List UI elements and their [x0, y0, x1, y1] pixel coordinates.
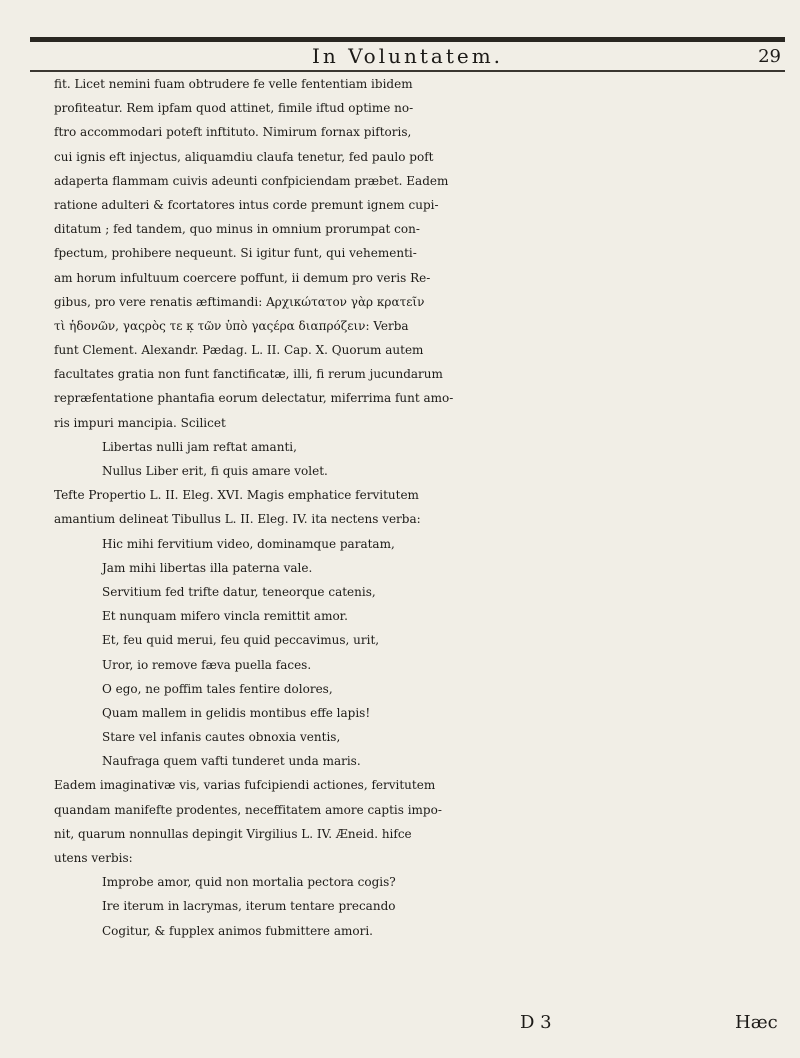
text-line: fpectum, prohibere nequeunt. Si igitur funt, qui vehementi- [54, 246, 417, 261]
text-line: profiteatur. Rem ipfam quod attinet, fimile iftud optime no- [54, 101, 414, 116]
verse-line: Ire iterum in lacrymas, iterum tentare precando [102, 899, 396, 914]
text-line: am horum infultuum coercere poffunt, ii demum pro veris Re- [54, 270, 431, 285]
text-line: funt Clement. Alexandr. Pædag. L. II. Cap. X. Quorum autem [54, 343, 424, 358]
text-line: fit. Licet nemini fuam obtrudere fe velle fententiam ibidem [54, 77, 413, 91]
text-line: utens verbis: [54, 851, 133, 865]
text-line: nit, quarum nonnullas depingit Virgilius L. IV. Æneid. hifce [54, 826, 412, 841]
signature-mark: D 3 [520, 1012, 552, 1033]
verse-line: O ego, ne poffim tales fentire dolores, [102, 681, 333, 696]
text-line: Eadem imaginativæ vis, varias fufcipiendi actiones, fervitutem [54, 778, 436, 793]
verse-line: Cogitur, & fupplex animos fubmittere amori. [102, 923, 373, 938]
verse-line: Stare vel infanis cautes obnoxia ventis, [102, 730, 341, 745]
text-line: ratione adulteri & fcortatores intus corde premunt ignem cupi- [54, 197, 439, 212]
text-line: quandam manifefte prodentes, neceffitatem amore captis impo- [54, 802, 442, 817]
text-line: ris impuri mancipia. Scilicet [54, 415, 226, 430]
verse-line: Nullus Liber erit, fi quis amare volet. [102, 464, 328, 478]
verse-line: Uror, io remove fæva puella faces. [102, 657, 312, 672]
text-line: Tefte Propertio L. II. Eleg. XVI. Magis emphatice fervitutem [54, 488, 419, 503]
text-line: ditatum ; fed tandem, quo minus in omnium prorumpat con- [54, 222, 420, 237]
verse-line: Quam mallem in gelidis montibus effe lapis! [102, 705, 371, 720]
catchword: Hæc [735, 1012, 778, 1033]
text-line: ftro accommodari poteft inftituto. Nimirum fornax piftoris, [54, 125, 412, 140]
verse-line: Improbe amor, quid non mortalia pectora cogis? [102, 875, 396, 890]
verse-line: Et nunquam mifero vincla remittit amor. [102, 609, 348, 624]
verse-line: Libertas nulli jam reftat amanti, [102, 439, 297, 454]
verse-line: Servitium fed trifte datur, teneorque catenis, [102, 584, 376, 599]
text-line: cui ignis eft injectus, aliquamdiu claufa tenetur, fed paulo poft [54, 149, 434, 164]
verse-line: Naufraga quem vafti tunderet unda maris. [102, 754, 361, 769]
running-head [30, 42, 785, 70]
verse-line: Jam mihi libertas illa paterna vale. [102, 560, 313, 575]
page-number: 29 [758, 46, 781, 67]
text-line: τὶ ἡδονῶν, γαςρὸς τε κ̣ τῶν ὑπὸ γαςέρα διαπρόζειν: Verba [54, 318, 409, 333]
text-line: amantium delineat Tibullus L. II. Eleg. IV. ita nectens verba: [54, 512, 421, 527]
body-text [54, 72, 784, 943]
verse-line: Et, feu quid merui, feu quid peccavimus, urit, [102, 633, 380, 648]
running-title: In Voluntatem. [311, 44, 504, 68]
text-line: repræfentatione phantafia eorum delectatur, miferrima funt amo- [54, 391, 454, 406]
text-line: adaperta flammam cuivis adeunti confpiciendam præbet. Eadem [54, 173, 449, 188]
text-line: gibus, pro vere renatis æftimandi: Αρχικώτατον γὰρ κρατεῖν [54, 294, 425, 309]
verse-line: Hic mihi fervitium video, dominamque paratam, [102, 536, 395, 551]
text-line: facultates gratia non funt fanctificatæ, illi, fi rerum jucundarum [54, 367, 443, 382]
